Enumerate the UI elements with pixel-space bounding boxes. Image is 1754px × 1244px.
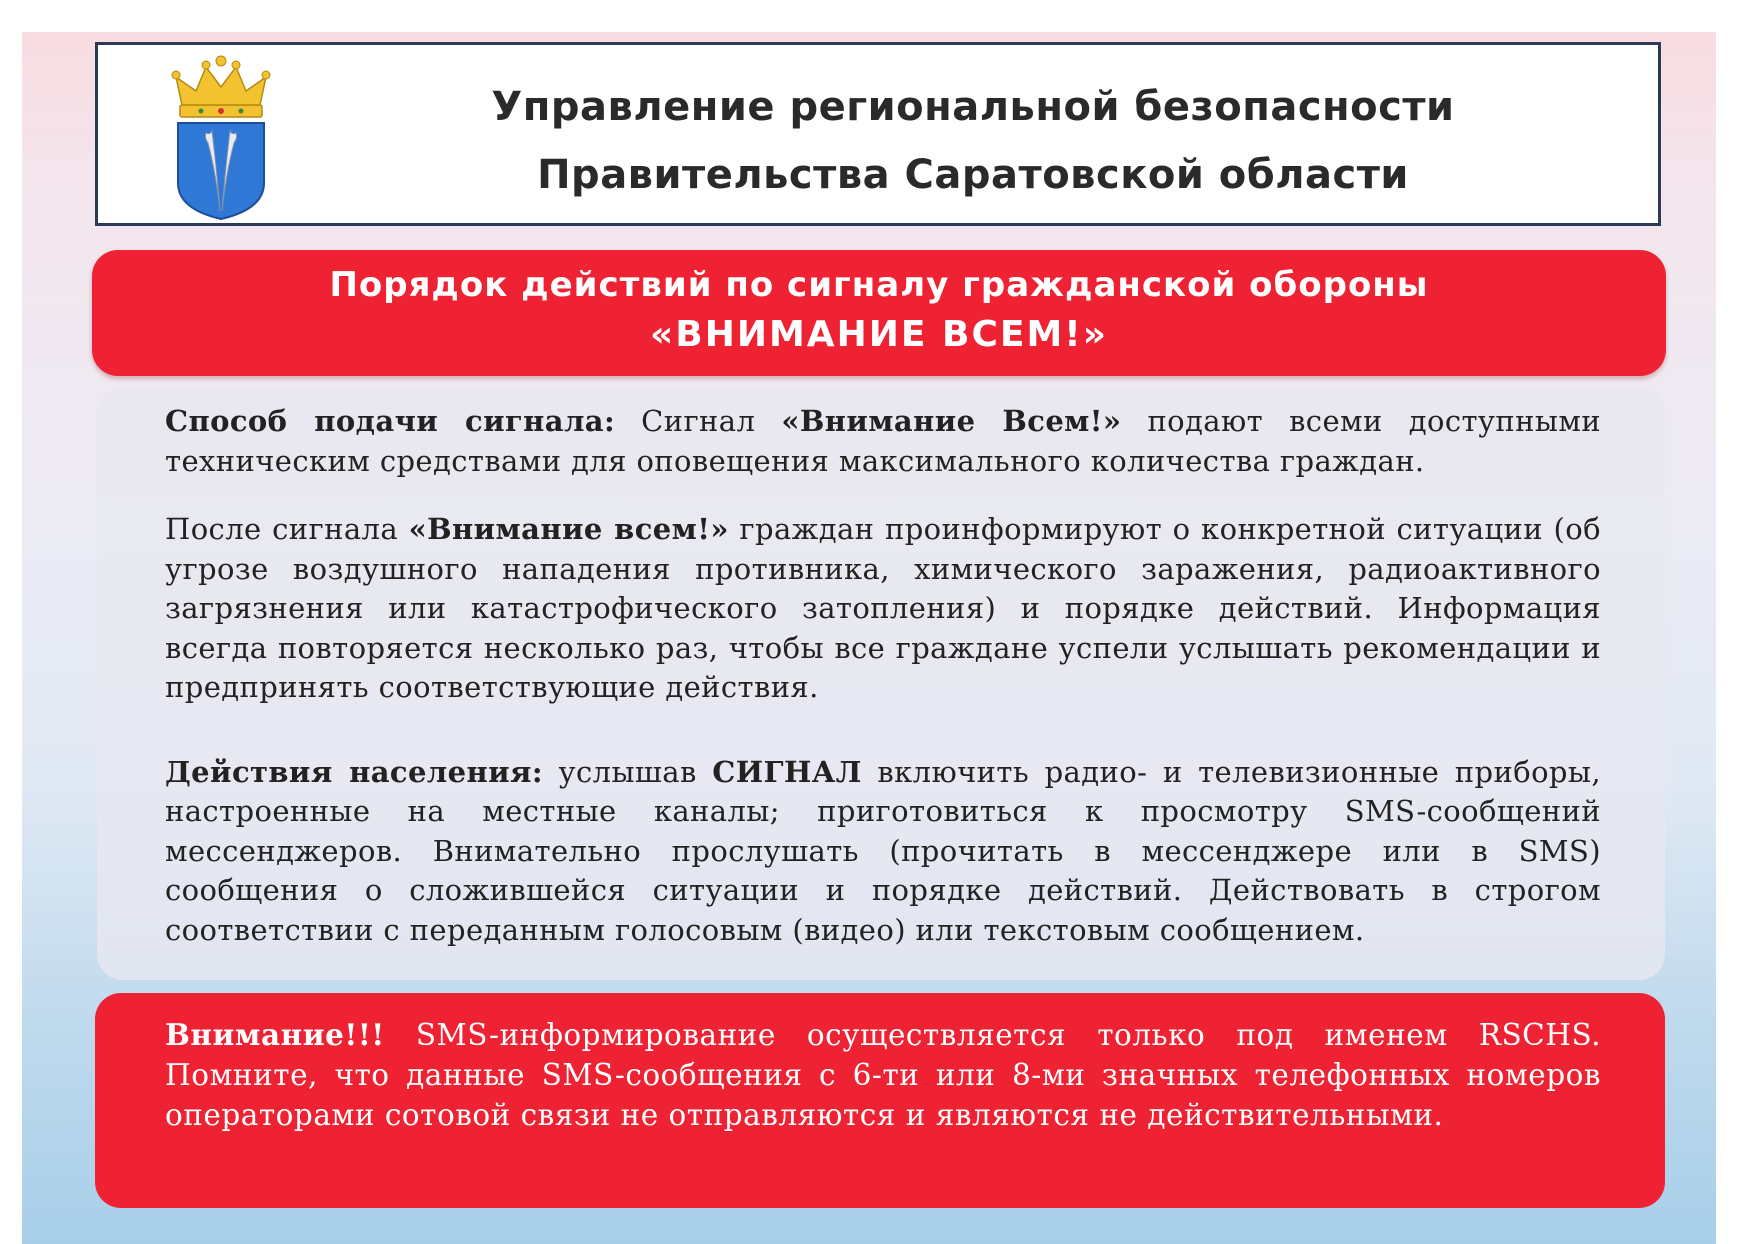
after-signal-paragraph: [165, 510, 1601, 708]
paragraph-text: граждан проинформируют о конкретной ситуации (об угрозе воздушного нападения противника, химического заражения, радиоактивного загрязнения или катастрофического затопления) и порядке действий. Информация всегда повторяется несколько раз, чтобы все граждане успели услышать рекомендации и предпринять соответствующие действия.: [165, 512, 1601, 704]
organization-title-line2: Правительства Саратовской области: [537, 152, 1409, 198]
population-actions-paragraph: [165, 753, 1601, 951]
signal-method-label: Способ подачи сигнала:: [165, 404, 616, 438]
banner-subtitle: Порядок действий по сигналу гражданской обороны: [329, 265, 1429, 305]
signal-method-paragraph: [165, 402, 1601, 481]
signal-name-bold: «Внимание всем!»: [408, 512, 729, 546]
warning-paragraph: [165, 1015, 1601, 1135]
paragraph-text: услышав: [542, 754, 713, 789]
warning-label: Внимание!!!: [165, 1017, 385, 1052]
title-banner: [92, 250, 1666, 376]
paragraph-text: подают всеми доступными техническим средствами для оповещения максимального количества граждан.: [165, 404, 1602, 478]
signal-word-bold: СИГНАЛ: [712, 754, 862, 789]
organization-title: [328, 73, 1618, 209]
shield-icon: [178, 123, 264, 219]
paragraph-text: После сигнала: [165, 512, 409, 546]
organization-title-line1: Управление региональной безопасности: [491, 84, 1455, 130]
paragraph-text: Сигнал: [615, 404, 782, 438]
crown-icon: [172, 56, 270, 117]
warning-panel: [95, 993, 1665, 1208]
population-actions-label: Действия населения:: [165, 754, 543, 789]
header-box: [95, 42, 1661, 226]
content-panel: [97, 388, 1665, 980]
saratov-coat-of-arms-icon: [166, 53, 276, 221]
signal-name-bold: «Внимание Всем!»: [781, 404, 1122, 438]
warning-text: SMS-информирование осуществляется только под именем RSCHS. Помните, что данные SMS-сообщения с 6-ти или 8-ми значных телефонных номеров операторами сотовой связи не отправляются и являются не действительными.: [165, 1018, 1601, 1132]
banner-signal-name: «ВНИМАНИЕ ВСЕМ!»: [650, 314, 1108, 355]
paragraph-text: включить радио- и телевизионные приборы, настроенные на местные каналы; приготовиться к просмотру SMS-сообщений мессенджеров. Внимательно прослушать (прочитать в мессенджере или в SMS) сообщения о сложившейся ситуации и порядке действий. Действовать в строгом соответствии с переданным голосовым (видео) или текстовым сообщением.: [165, 754, 1601, 947]
